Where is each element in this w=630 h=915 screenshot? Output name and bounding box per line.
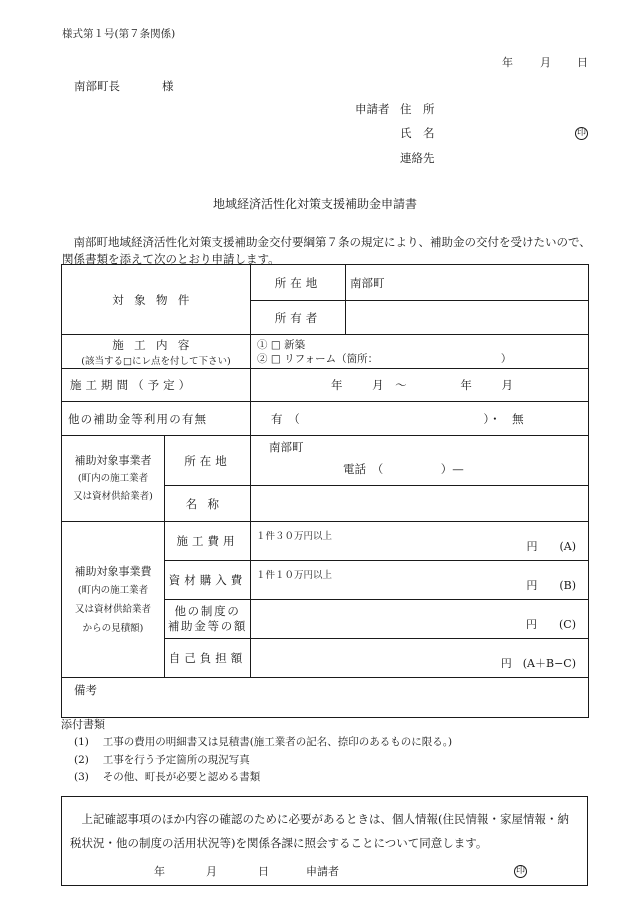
consent-day: 日: [258, 865, 269, 878]
attachment-item: (2) 工事を行う予定箇所の現況写真: [74, 754, 250, 766]
applicant-label: 申請者: [355, 102, 390, 116]
location-value[interactable]: 南部町: [346, 265, 589, 301]
consent-month: 月: [206, 865, 217, 878]
construct-label-cell: 施工費用: [165, 522, 251, 561]
work-option-reform[interactable]: ② □ リフォーム（箇所： ）: [257, 352, 512, 365]
cost-label-cell: 補助対象事業費 (町内の施工業者 又は資材供給業者 からの見積額): [62, 522, 165, 678]
work-options: [251, 335, 589, 369]
work-option-new[interactable]: ① □ 新築: [257, 338, 306, 351]
material-label-cell: 資材購入費: [165, 561, 251, 600]
period-value[interactable]: 年 月 ～ 年 月: [251, 369, 589, 402]
c-location-label-cell: 所在地: [165, 436, 251, 486]
c-name-value[interactable]: [251, 486, 589, 522]
remarks-cell[interactable]: 備考: [62, 678, 589, 718]
name-label: 氏 名: [400, 126, 435, 140]
attachment-item: (1) 工事の費用の明細書又は見積書(施工業者の記名、捺印のあるものに限る。): [74, 736, 453, 748]
contact-label: 連絡先: [400, 151, 435, 165]
form-title: 地域経済活性化対策支援補助金申請書: [212, 197, 417, 211]
c-location-value[interactable]: 南部町 電話 （ ）—: [251, 436, 589, 486]
owner-label-cell: 所有者: [251, 301, 346, 335]
consent-text: 上記確認事項のほか内容の確認のために必要があるときは、個人情報(住民情報・家屋情報・納税状況・他の制度の活用状況等)を関係各課に照会することについて同意します。: [70, 812, 569, 850]
form-id: 様式第１号(第７条関係): [62, 28, 176, 40]
seal-mark: 印: [576, 128, 586, 138]
attachments-heading: 添付書類: [61, 718, 105, 731]
period-label-cell: 施工期間（予定）: [62, 369, 251, 402]
material-value[interactable]: １件１０万円以上 円 (B): [251, 561, 589, 600]
applicant-seal: [575, 125, 588, 140]
intro-text: 南部町地域経済活性化対策支援補助金交付要綱第７条の規定により、補助金の交付を受けたいので、関係書類を添えて次のとおり申請します。: [62, 235, 591, 266]
property-label-cell: 対象物件: [62, 265, 251, 335]
c-name-label-cell: 名称: [165, 486, 251, 522]
consent-seal: [514, 863, 527, 878]
consent-box: [61, 796, 588, 886]
seal-mark: 印: [515, 866, 525, 876]
other-subsidy-value[interactable]: 有 （ ）・ 無: [251, 402, 589, 436]
location-label-cell: 所在地: [251, 265, 346, 301]
date-year: 年: [502, 56, 513, 69]
consent-applicant-label: 申請者: [306, 865, 339, 878]
other-subsidy-label: 他の補助金等利用の有無: [62, 402, 251, 436]
date-month: 月: [540, 56, 551, 69]
application-table: [61, 264, 589, 718]
date-day: 日: [577, 56, 588, 69]
owner-value[interactable]: [346, 301, 589, 335]
consent-year: 年: [154, 865, 165, 878]
othersys-label-cell: 他の制度の 補助金等の額: [165, 600, 251, 639]
attachment-item: (3) その他、町長が必要と認める書類: [74, 771, 261, 783]
self-value[interactable]: 円 (A＋B−C): [251, 639, 589, 678]
addressee-honorific: 様: [162, 79, 174, 93]
self-label-cell: 自己負担額: [165, 639, 251, 678]
addressee-name: 南部町長: [74, 79, 120, 93]
address-label: 住 所: [400, 102, 435, 116]
contractor-label-cell: 補助対象事業者 (町内の施工業者 又は資材供給業者): [62, 436, 165, 522]
construct-value[interactable]: １件３０万円以上 円 (A): [251, 522, 589, 561]
intro-paragraph: [62, 234, 592, 268]
othersys-value[interactable]: 円 (C): [251, 600, 589, 639]
work-label-cell: 施工内容 (該当する□にレ点を付して下さい): [62, 335, 251, 369]
